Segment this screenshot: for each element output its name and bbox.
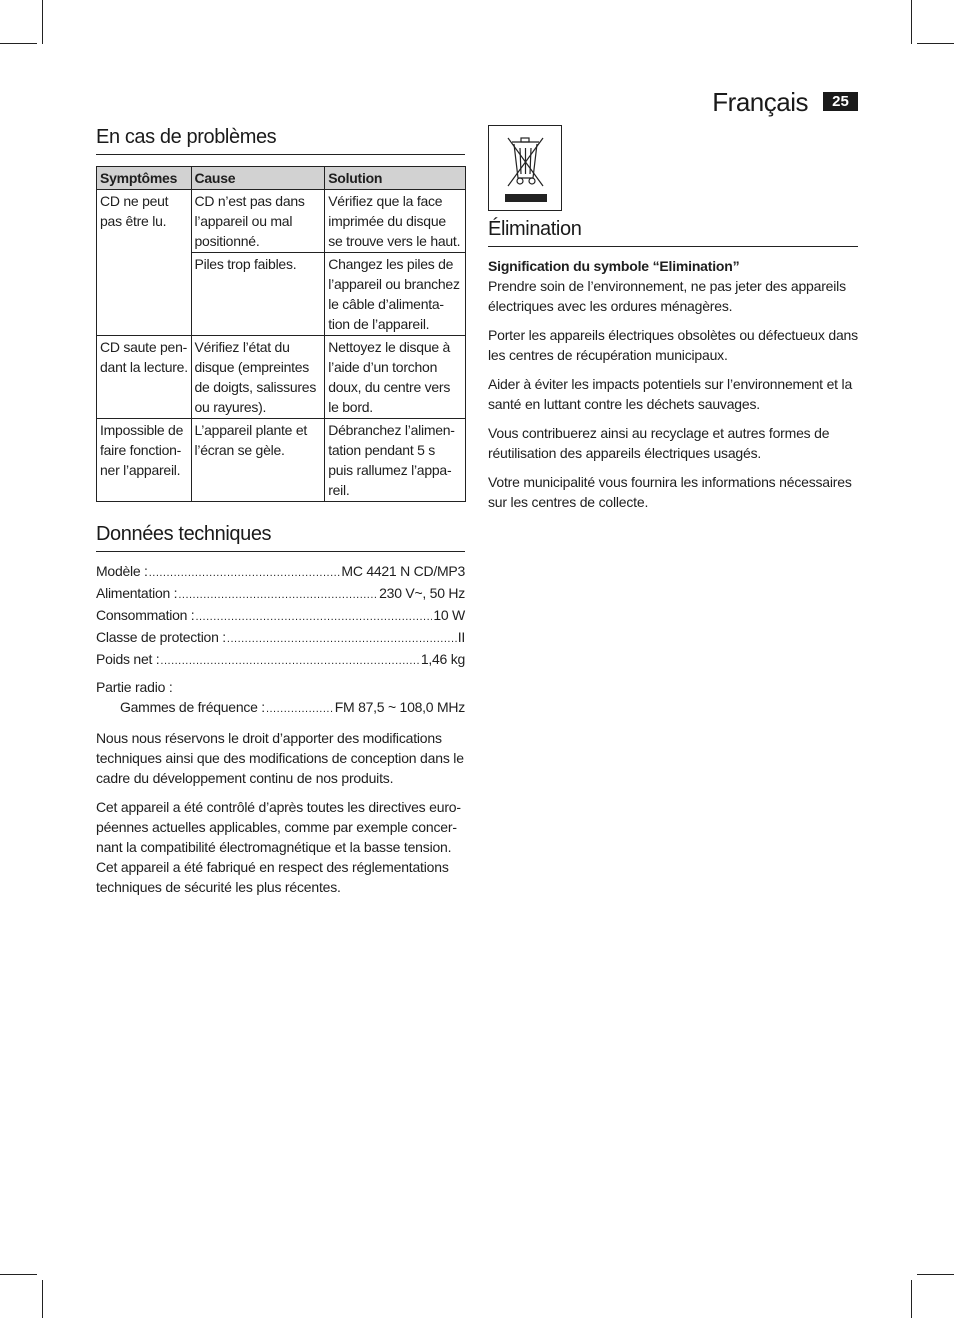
solution-cell: Nettoyez le disque à l’aide d’un torchon doux, du centre vers le bord.	[325, 336, 466, 419]
page-number: 25	[823, 92, 858, 111]
spec-row-net-weight	[96, 649, 465, 671]
spec-value: 10 W	[433, 607, 465, 623]
specs-paragraph: Nous nous réservons le droit d’apporter des modifications techniques ainsi que des modifications de conception dans le cadre du développement continu de nos produits.	[96, 730, 464, 786]
troubleshooting-title: En cas de problèmes	[96, 124, 465, 155]
spec-label: Modèle :	[96, 563, 148, 579]
spec-row-protection-class	[96, 627, 465, 649]
symptom-cell: Impossible de faire fonction-ner l’appareil.	[97, 419, 192, 502]
spec-label: Classe de protection :	[96, 629, 226, 645]
table-header-row	[97, 167, 466, 190]
spec-label: Alimentation :	[96, 585, 178, 601]
dot-leader	[178, 585, 378, 605]
table-row	[97, 419, 466, 502]
disposal-paragraph: Prendre soin de l’environnement, ne pas jeter des appareils électriques avec les ordures ménagères.	[488, 278, 846, 314]
table-row	[97, 336, 466, 419]
specs-paragraph: Cet appareil a été contrôlé d’après toutes les directives euro-péennes actuelles applicables, comme par exemple concer-nant la compatibilité électromagnétique et la basse tension. Cet appareil a été fabriqué en respect des réglementations techniques de sécurité les plus récentes.	[96, 799, 461, 895]
dot-leader	[195, 607, 432, 627]
symptom-cell: CD ne peut pas être lu.	[97, 190, 192, 336]
troubleshooting-section	[96, 124, 465, 502]
crop-mark	[0, 1274, 37, 1275]
dot-leader	[266, 699, 334, 719]
crop-mark	[42, 1280, 43, 1318]
weee-crossed-bin-icon	[488, 125, 562, 211]
cause-cell: CD n’est pas dans l’appareil ou mal positionné.	[191, 190, 325, 253]
disposal-paragraph: Vous contribuerez ainsi au recyclage et autres formes de réutilisation des appareils électriques usagés.	[488, 425, 830, 461]
radio-label: Partie radio :	[96, 679, 173, 695]
spec-value: 230 V~, 50 Hz	[379, 585, 465, 601]
spec-value: II	[457, 629, 465, 645]
solution-cell: Vérifiez que la face imprimée du disque se trouve vers le haut.	[325, 190, 466, 253]
crop-mark	[911, 0, 912, 44]
crop-mark	[917, 43, 954, 44]
crop-mark	[42, 0, 43, 44]
cause-cell: Piles trop faibles.	[191, 253, 325, 336]
disposal-paragraph: Porter les appareils électriques obsolètes ou défectueux dans les centres de récupération municipaux.	[488, 327, 858, 363]
spec-label: Poids net :	[96, 651, 160, 667]
crop-mark	[0, 43, 37, 44]
spec-value: MC 4421 N CD/MP3	[341, 563, 465, 579]
column-header-cause: Cause	[191, 167, 325, 190]
crop-mark	[911, 1280, 912, 1318]
spec-row-consumption	[96, 605, 465, 627]
specs-list	[96, 561, 465, 671]
spec-label: Gammes de fréquence :	[120, 699, 265, 715]
spec-value: FM 87,5 ~ 108,0 MHz	[334, 699, 465, 715]
disposal-paragraph: Votre municipalité vous fournira les informations nécessaires sur les centres de collecte.	[488, 474, 852, 510]
disposal-section	[488, 216, 858, 512]
column-header-symptoms: Symptômes	[97, 167, 192, 190]
disposal-title: Élimination	[488, 216, 858, 247]
spec-label: Consommation :	[96, 607, 195, 623]
solution-cell: Changez les piles de l’appareil ou branchez le câble d’alimenta-tion de l’appareil.	[325, 253, 466, 336]
dot-leader	[227, 629, 457, 649]
table-row	[97, 190, 466, 253]
disposal-paragraph: Aider à éviter les impacts potentiels sur l’environnement et la santé en luttant contre les déchets sauvages.	[488, 376, 853, 412]
spec-row-frequency-range	[96, 697, 465, 719]
dot-leader	[160, 651, 419, 671]
solution-cell: Débranchez l’alimen-tation pendant 5 s puis rallumez l’appa-reil.	[325, 419, 466, 502]
specs-title: Données techniques	[96, 521, 465, 552]
disposal-subtitle: Signification du symbole “Elimination”	[488, 258, 740, 274]
spec-row-power-supply	[96, 583, 465, 605]
specs-section	[96, 521, 465, 897]
crop-mark	[917, 1274, 954, 1275]
spec-value: 1,46 kg	[420, 651, 465, 667]
language-title: Français	[712, 87, 808, 117]
troubleshooting-table	[96, 166, 466, 502]
symptom-cell: CD saute pen-dant la lecture.	[97, 336, 192, 419]
column-header-solution: Solution	[325, 167, 466, 190]
cause-cell: L’appareil plante et l’écran se gèle.	[191, 419, 325, 502]
cause-cell: Vérifiez l’état du disque (empreintes de doigts, salissures ou rayures).	[191, 336, 325, 419]
spec-row-model	[96, 561, 465, 583]
dot-leader	[149, 563, 341, 583]
